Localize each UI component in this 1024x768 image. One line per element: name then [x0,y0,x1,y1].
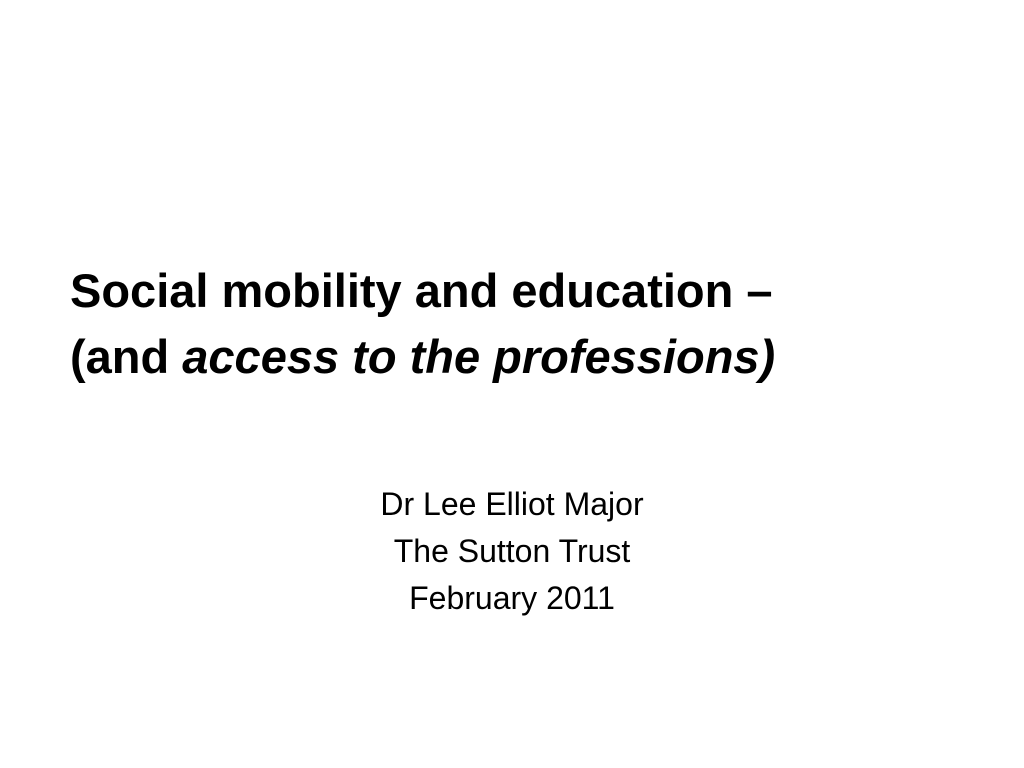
organization-name: The Sutton Trust [393,533,631,569]
author-name: Dr Lee Elliot Major [380,486,644,522]
presentation-date: February 2011 [409,580,615,616]
title-line-2-prefix: (and [70,330,183,383]
slide-title [70,258,970,390]
title-line-1: Social mobility and education – [70,264,773,317]
title-line-2-italic: access to the professions) [182,330,776,383]
slide-subtitle [0,481,1024,622]
title-line-2 [70,324,970,390]
